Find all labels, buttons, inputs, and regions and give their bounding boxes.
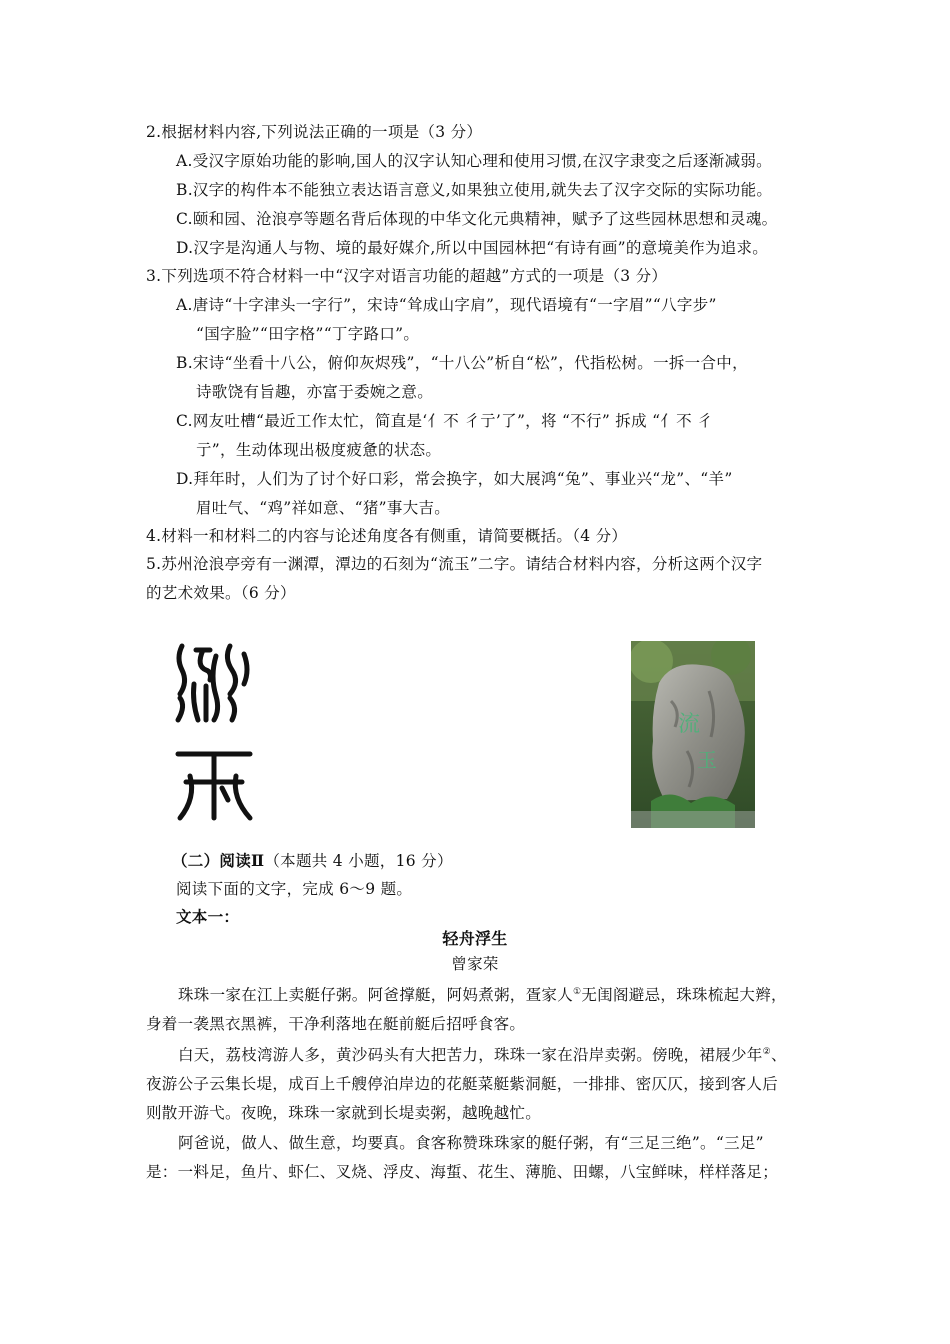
story-p3-line2: 是：一料足，鱼片、虾仁、叉烧、浮皮、海蜇、花生、薄脆、田螺，八宝鲜味，样样落足； <box>146 1163 779 1181</box>
q3-option-d: D.拜年时，人们为了讨个好口彩，常会换字，如大展鸿“兔”、事业兴“龙”、“羊” <box>176 470 733 488</box>
q2-option-d: D.汉字是沟通人与物、境的最好媒介,所以中国园林把“有诗有画”的意境美作为追求。 <box>176 239 769 257</box>
q5-stem-cont: 的艺术效果。（6 分） <box>146 584 296 602</box>
story-p1-text-a: 珠珠一家在江上卖艇仔粥。阿爸撑艇，阿妈煮粥，疍家人 <box>178 986 574 1004</box>
story-p1-line1 <box>178 985 787 1005</box>
footnote-2-marker: ② <box>762 1046 771 1057</box>
seal-script-liuyu-image <box>170 636 260 826</box>
q2-option-c: C.颐和园、沧浪亭等题名背后体现的中华文化元典精神，赋予了这些园林思想和灵魂。 <box>176 210 778 228</box>
story-p2-line3: 则散开游弋。夜晚，珠珠一家就到长堤卖粥，越晚越忙。 <box>146 1104 542 1122</box>
q3-option-b-cont: 诗歌饶有旨趣，亦富于委婉之意。 <box>196 383 434 401</box>
q4-stem: 4.材料一和材料二的内容与论述角度各有侧重，请简要概括。（4 分） <box>146 527 628 545</box>
story-title: 轻舟浮生 <box>442 929 508 948</box>
q3-option-d-cont: 眉吐气、“鸡”祥如意、“猪”事大吉。 <box>196 499 451 517</box>
q5-stem: 5.苏州沧浪亭旁有一渊潭，潭边的石刻为“流玉”二字。请结合材料内容，分析这两个汉字 <box>146 555 763 573</box>
section-heading <box>172 851 453 871</box>
q2-option-a: A.受汉字原始功能的影响,国人的汉字认知心理和使用习惯,在汉字隶变之后逐渐减弱。 <box>176 152 772 170</box>
story-author: 曾家荣 <box>451 955 499 973</box>
rock-carving-photo <box>631 641 755 828</box>
story-p2-line2: 夜游公子云集长堤，成百上千艘停泊岸边的花艇菜艇紫洞艇，一排排、密仄仄，接到客人后 <box>146 1075 779 1093</box>
story-p1-line2: 身着一袭黑衣黑裤，干净利落地在艇前艇后招呼食客。 <box>146 1015 526 1033</box>
story-p2-text-b: 、 <box>770 1046 787 1064</box>
q3-option-b: B.宋诗“坐看十八公，俯仰灰烬残”，“十八公”析自“松”，代指松树。一拆一合中， <box>176 354 748 372</box>
footnote-1-marker: ① <box>573 986 582 997</box>
q3-option-a: A.唐诗“十字津头一字行”，宋诗“耸成山字肩”，现代语境有“一字眉”“八字步” <box>176 296 717 314</box>
text-label: 文本一： <box>176 907 240 926</box>
section-heading-note: （本题共 4 小题，16 分） <box>264 852 453 870</box>
story-p2-line1 <box>178 1045 787 1065</box>
q3-option-c-cont: 亍”，生动体现出极度疲惫的状态。 <box>196 441 442 459</box>
q3-option-c: C.网友吐槽“最近工作太忙，简直是‘亻不 彳亍’了”，将 “不行” 拆成 “亻不 彳 <box>176 412 713 430</box>
rock-char-2: 玉 <box>697 748 717 772</box>
q3-stem: 3.下列选项不符合材料一中“汉字对语言功能的超越”方式的一项是（3 分） <box>146 267 668 285</box>
section-instruction: 阅读下面的文字，完成 6～9 题。 <box>176 880 413 898</box>
q2-option-b: B.汉字的构件本不能独立表达语言意义,如果独立使用,就失去了汉字交际的实际功能。 <box>176 181 773 199</box>
section-heading-title: （二）阅读Ⅱ <box>172 851 265 870</box>
story-p3-line1: 阿爸说，做人、做生意，均要真。食客称赞珠珠家的艇仔粥，有“三足三绝”。“三足” <box>178 1134 764 1152</box>
rock-char-1: 流 <box>677 712 701 737</box>
q2-stem: 2.根据材料内容,下列说法正确的一项是（3 分） <box>146 123 483 141</box>
story-p2-text-a: 白天，荔枝湾游人多，黄沙码头有大把苦力，珠珠一家在沿岸卖粥。傍晚，裙屐少年 <box>178 1046 763 1064</box>
story-p1-text-b: 无闺阁避忌，珠珠梳起大辫， <box>581 986 787 1004</box>
q3-option-a-cont: “国字脸”“田字格”“丁字路口”。 <box>196 325 420 343</box>
